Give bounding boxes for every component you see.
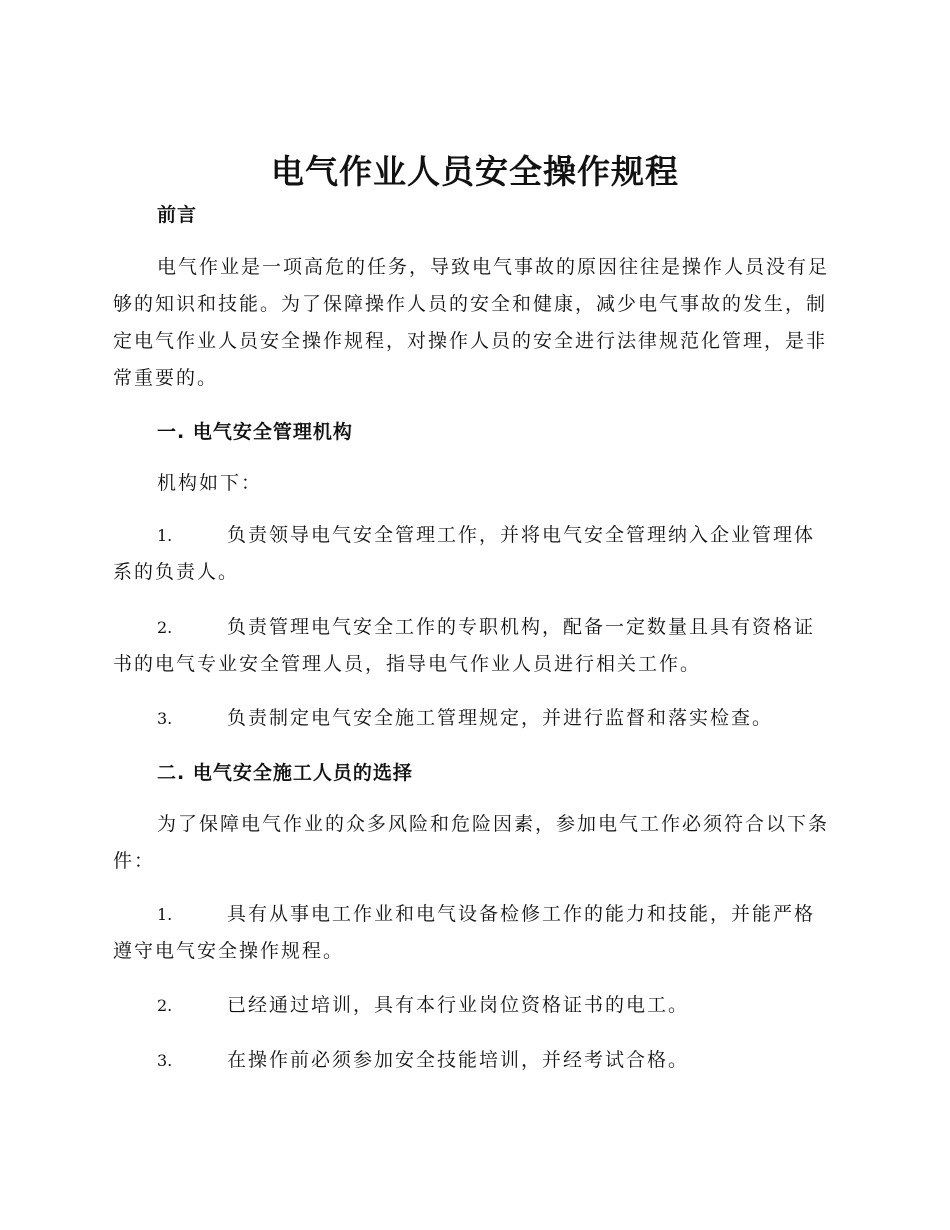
item-number: 2. xyxy=(157,996,173,1015)
item-text: 负责制定电气安全施工管理规定，并进行监督和落实检查。 xyxy=(227,707,774,729)
item-text: 已经通过培训，具有本行业岗位资格证书的电工。 xyxy=(227,994,690,1016)
section-1-intro: 机构如下： xyxy=(157,472,263,494)
section-1-item xyxy=(113,609,833,683)
preface-heading: 前言 xyxy=(157,204,198,226)
item-text: 具有从事电工作业和电气设备检修工作的能力和技能，并能严格遵守电气安全操作规程。 xyxy=(113,903,816,962)
item-text: 负责领导电气安全管理工作，并将电气安全管理纳入企业管理体系的负责人。 xyxy=(113,524,816,583)
item-number: 2. xyxy=(157,618,173,637)
item-text: 负责管理电气安全工作的专职机构，配备一定数量且具有资格证书的电气专业安全管理人员，指导电气作业人员进行相关工作。 xyxy=(113,616,816,675)
item-number: 3. xyxy=(157,709,173,728)
document-title: 电气作业人员安全操作规程 xyxy=(271,152,679,191)
section-2-item xyxy=(113,987,833,1024)
item-number: 3. xyxy=(157,1051,173,1070)
section-2-item xyxy=(113,1042,833,1079)
section-1-item xyxy=(113,700,833,737)
item-number: 1. xyxy=(157,905,173,924)
section-2-item xyxy=(113,896,833,970)
section-1-item xyxy=(113,517,833,591)
section-1-heading: 一. 电气安全管理机构 xyxy=(157,421,353,443)
section-2-intro: 为了保障电气作业的众多风险和危险因素，参加电气工作必须符合以下条件： xyxy=(113,813,830,872)
item-text: 在操作前必须参加安全技能培训，并经考试合格。 xyxy=(227,1049,690,1071)
section-2-heading: 二. 电气安全施工人员的选择 xyxy=(157,762,413,784)
item-number: 1. xyxy=(157,526,173,545)
preface-paragraph: 电气作业是一项高危的任务，导致电气事故的原因往往是操作人员没有足够的知识和技能。为了保障操作人员的安全和健康，减少电气事故的发生，制定电气作业人员安全操作规程，对操作人员的安全进行法律规范化管理，是非常重要的。 xyxy=(113,256,830,389)
